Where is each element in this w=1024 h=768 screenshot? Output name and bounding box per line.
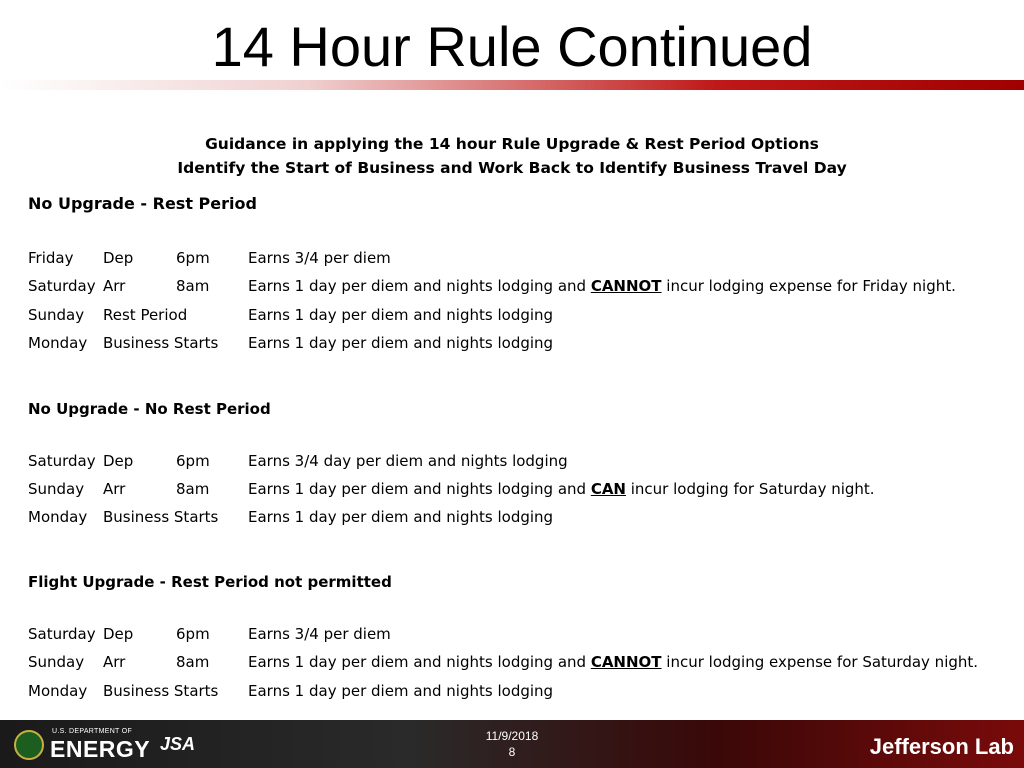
row-action: Arr	[103, 653, 126, 671]
slide-date: 11/9/2018	[485, 729, 539, 743]
row-desc-text: Earns 3/4 per diem	[248, 625, 391, 643]
subtitle-line-1: Guidance in applying the 14 hour Rule Upgrade & Rest Period Options	[205, 135, 819, 153]
section-heading-flight-upgrade: Flight Upgrade - Rest Period not permitted	[28, 573, 392, 591]
row-desc-text: Earns 1 day per diem and nights lodging	[248, 682, 554, 700]
row-action: Arr	[103, 277, 126, 295]
row-action: Business Starts	[103, 682, 219, 700]
row-desc-text: Earns 1 day per diem and nights lodging and	[248, 653, 591, 671]
row-time: 8am	[176, 480, 210, 498]
row-day: Sunday	[28, 653, 85, 671]
row-time: 6pm	[176, 452, 210, 470]
row-desc	[248, 277, 956, 295]
section-heading-no-upgrade-no-rest: No Upgrade - No Rest Period	[28, 400, 271, 418]
doe-seal-icon	[14, 730, 44, 760]
row-day: Sunday	[28, 480, 85, 498]
row-action: Rest Period	[103, 306, 188, 324]
row-action: Business Starts	[103, 508, 219, 526]
row-desc	[248, 508, 553, 526]
row-time: 6pm	[176, 249, 210, 267]
row-time: 6pm	[176, 625, 210, 643]
slide-page-number: 8	[508, 745, 516, 759]
row-desc	[248, 653, 978, 671]
row-day: Friday	[28, 249, 74, 267]
doe-logo-text: ENERGY	[50, 736, 151, 762]
row-desc-emphasis: CANNOT	[590, 277, 662, 295]
row-day: Monday	[28, 508, 88, 526]
jsa-logo: JSA	[160, 734, 196, 754]
row-desc	[248, 249, 391, 267]
title-underline-bar	[0, 80, 1024, 90]
row-desc-text: Earns 1 day per diem and nights lodging	[248, 306, 554, 324]
row-desc	[248, 334, 553, 352]
row-action: Arr	[103, 480, 126, 498]
row-desc	[248, 306, 553, 324]
row-desc-text: Earns 1 day per diem and nights lodging	[248, 508, 554, 526]
row-desc-text: Earns 1 day per diem and nights lodging	[248, 334, 554, 352]
row-desc	[248, 682, 553, 700]
slide-title: 14 Hour Rule Continued	[211, 15, 813, 78]
row-day: Monday	[28, 682, 88, 700]
row-desc	[248, 452, 568, 470]
row-desc-tail: incur lodging for Saturday night.	[625, 480, 875, 498]
row-desc-tail: incur lodging expense for Friday night.	[661, 277, 956, 295]
subtitle-line-2: Identify the Start of Business and Work Back to Identify Business Travel Day	[177, 159, 847, 177]
row-day: Sunday	[28, 306, 85, 324]
section-heading-no-upgrade-rest: No Upgrade - Rest Period	[28, 194, 257, 213]
row-desc-emphasis: CAN	[590, 480, 626, 498]
row-desc-text: Earns 1 day per diem and nights lodging and	[248, 277, 591, 295]
row-desc	[248, 625, 391, 643]
row-action: Dep	[103, 249, 134, 267]
row-desc-text: Earns 3/4 per diem	[248, 249, 391, 267]
row-day: Saturday	[28, 277, 96, 295]
row-action: Dep	[103, 452, 134, 470]
doe-logo-small-text: U.S. DEPARTMENT OF	[52, 728, 133, 735]
row-action: Dep	[103, 625, 134, 643]
row-day: Monday	[28, 334, 88, 352]
row-time: 8am	[176, 277, 210, 295]
row-desc-text: Earns 3/4 day per diem and nights lodging	[248, 452, 568, 470]
row-desc-text: Earns 1 day per diem and nights lodging and	[248, 480, 591, 498]
row-day: Saturday	[28, 625, 96, 643]
row-time: 8am	[176, 653, 210, 671]
row-desc-emphasis: CANNOT	[590, 653, 662, 671]
row-desc	[248, 480, 875, 498]
jefferson-lab-logo: Jefferson Lab	[869, 734, 1014, 759]
row-action: Business Starts	[103, 334, 219, 352]
row-desc-tail: incur lodging expense for Saturday night.	[661, 653, 979, 671]
row-day: Saturday	[28, 452, 96, 470]
